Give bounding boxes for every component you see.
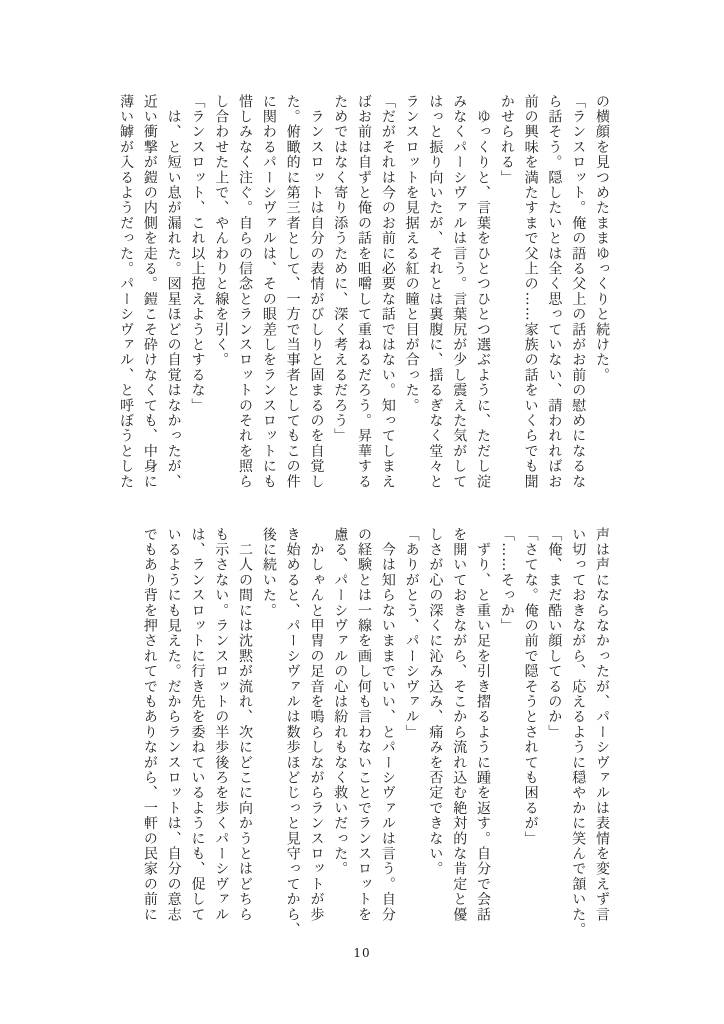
text-column: ランスロットを見据える紅の瞳と目が合った。 (403, 94, 420, 414)
text-column: に関わるパーシヴァルは、その眼差しをランスロットにも (260, 94, 277, 490)
text-column: 声は声にならなかったが、パーシヴァルは表情を変えず言 (594, 527, 610, 923)
text-column: ためではなく寄り添うために、深く考えるだろう」 (332, 94, 349, 444)
text-column: でもあり背を押されてでもありながら、一軒の民家の前に (141, 527, 158, 923)
text-column: た。俯瞰的に第三者として、一方で当事者としてもこの件 (284, 94, 301, 490)
text-column: 薄い罅が入るようだった。パーシヴァル、と呼ぼうとした (118, 94, 135, 490)
text-column: 「……そっか」 (498, 527, 515, 634)
text-column: 慮る、パーシヴァルの心は紛れもなく救いだった。 (332, 527, 349, 877)
text-column: いるようにも見えた。だからランスロットは、自分の意志 (165, 527, 182, 923)
text-column: 「ランスロット。俺の語る父上の話がお前の慰めになるな (570, 94, 587, 490)
text-column: しさが心の深くに沁み込み、痛みを否定できない。 (427, 527, 444, 877)
text-column: かしゃんと甲冑の足音を鳴らしながらランスロットが歩 (308, 527, 325, 923)
text-column: ら話そう。隠したいとは全く思っていない、請われればお (546, 94, 563, 490)
text-column: は、ランスロットに行き先を委ねているようにも、促して (189, 527, 206, 923)
text-column: 近い衝撃が鎧の内側を走る。鎧こそ砕けなくても、中身に (141, 94, 158, 490)
text-column: 今は知らないままでいい、とパーシヴァルは言う。自分 (379, 527, 396, 923)
text-column: 前の興味を満たすまで父上の……家族の話をいくらでも聞 (522, 94, 539, 490)
text-column: かせられる」 (498, 94, 515, 186)
text-column: 惜しみなく注ぐ。自らの信念とランスロットのそれを照ら (237, 94, 254, 490)
text-column: し合わせた上で、やんわりと線を引く。 (213, 94, 230, 368)
text-column: き始めると、パーシヴァルは数歩ほどじっと見守ってから、 (284, 527, 301, 938)
text-column: は、と短い息が漏れた。図星ほどの自覚はなかったが、 (165, 94, 182, 490)
text-column: ずり、と重い足を引き摺るように踵を返す。自分で会話 (475, 527, 492, 923)
text-column: 「さてな。俺の前で隠そうとされても困るが」 (522, 527, 539, 847)
text-column: 「ありがとう、パーシヴァル」 (403, 527, 420, 740)
text-column: はっと振り向いたが、それとは裏腹に、揺るぎなく堂々と (427, 94, 444, 490)
text-column: 後に続いた。 (260, 527, 277, 619)
text-column: ランスロットは自分の表情がびしりと固まるのを自覚し (308, 94, 325, 490)
text-column: を開いておきながら、そこから流れ込む絶対的な肯定と優 (451, 527, 468, 923)
text-column: ばお前は自ずと俺の話を咀嚼して重ねるだろう。昇華する (356, 94, 373, 490)
text-column: も示さない。ランスロットの半歩後ろを歩くパーシヴァル (213, 527, 230, 923)
page-number: 10 (353, 946, 371, 960)
text-column: 二人の間には沈黙が流れ、次にどこに向かうとはどちら (237, 527, 254, 923)
lower-text-block (137, 527, 613, 937)
upper-text-block (113, 94, 613, 504)
text-column: い切っておきながら、応えるように穏やかに笑んで頷いた。 (570, 527, 587, 938)
text-column: みなくパーシヴァルは言う。言葉尻が少し震えた気がして (451, 94, 468, 490)
text-column: 「だがそれは今のお前に必要な話ではない。知ってしまえ (379, 94, 396, 490)
text-column: 「ランスロット、これ以上抱えようとするな」 (189, 94, 206, 414)
text-column: 「俺、まだ酷い顔してるのか」 (546, 527, 563, 740)
text-column: の経験とは一線を画し何も言わないことでランスロットを (356, 527, 373, 923)
text-column: ゆっくりと、言葉をひとつひとつ選ぶように、ただし淀 (475, 94, 492, 490)
text-column: の横顔を見つめたままゆっくりと続けた。 (594, 94, 610, 383)
